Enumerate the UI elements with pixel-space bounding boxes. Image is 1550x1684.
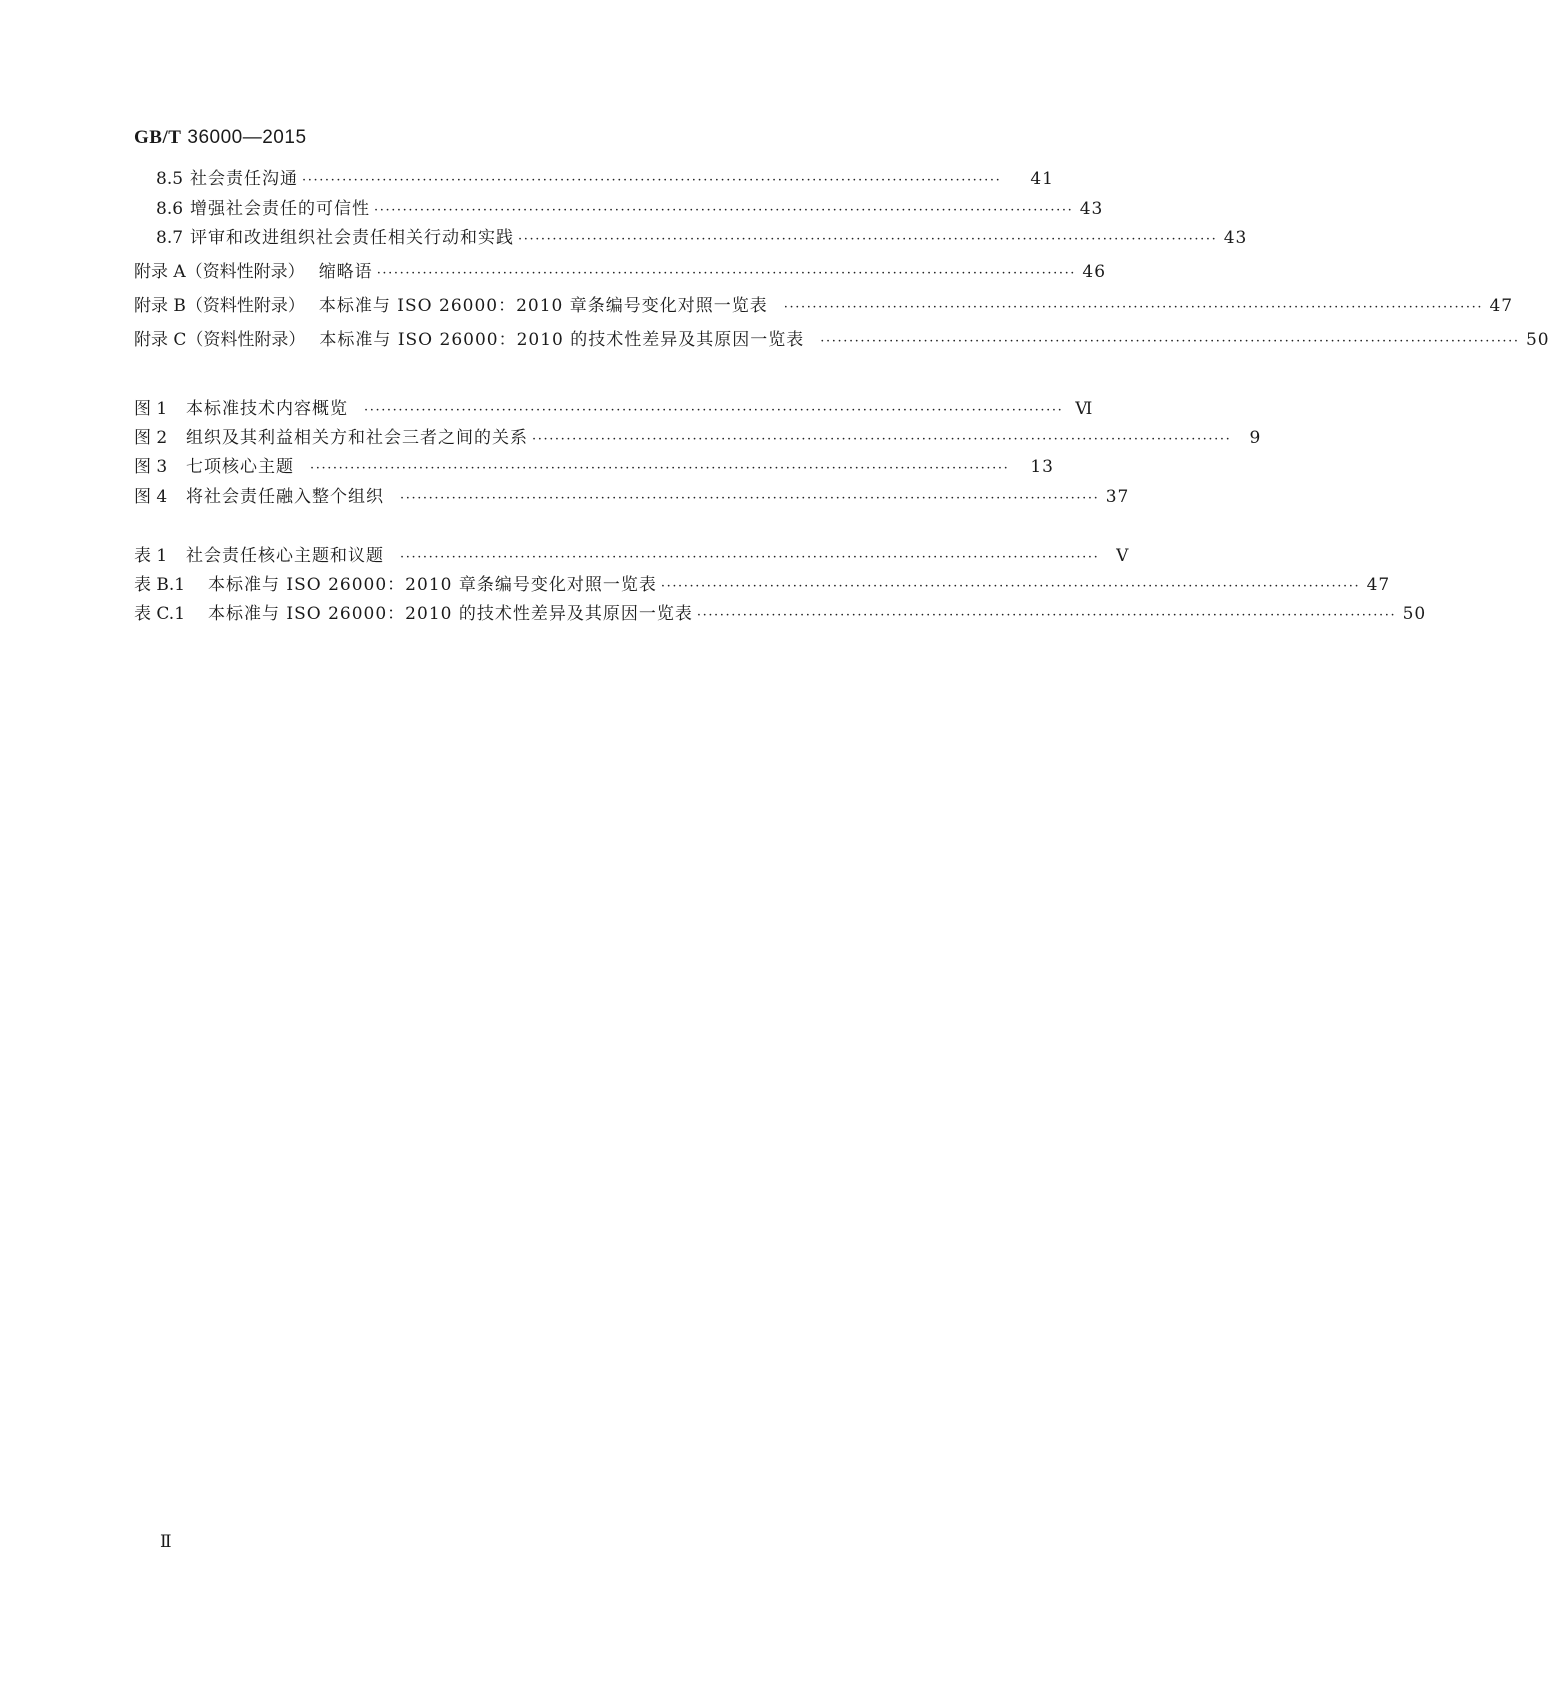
toc-entry-title: 缩略语: [318, 262, 373, 282]
toc-entry-title: 组织及其利益相关方和社会三者之间的关系: [186, 428, 528, 448]
toc-entry-table-label: 表 1: [134, 546, 168, 566]
toc-entry-annex-label: 附录 C（资料性附录）: [134, 330, 306, 350]
footer-page-number: Ⅱ: [160, 1532, 172, 1552]
toc-entry-number: 8.6: [156, 199, 184, 219]
dot-leader: ··························································································································: [400, 550, 1100, 565]
toc-entry-annex-label: 附录 B（资料性附录）: [134, 296, 305, 316]
toc-entry-page: 37: [1105, 487, 1130, 507]
toc-entry-page: 47: [1366, 575, 1391, 595]
toc-entry-table-c1[interactable]: [134, 601, 1427, 627]
toc-entry-page: 13: [1030, 457, 1054, 477]
toc-entry-8-6[interactable]: [156, 196, 1104, 222]
document-header: [134, 126, 307, 149]
dot-leader: ··························································································································: [660, 579, 1361, 594]
dot-leader: ··························································································································: [374, 203, 1074, 218]
standard-number: 36000—2015: [187, 127, 307, 148]
dot-leader: ··························································································································: [820, 334, 1520, 349]
dot-leader: ··························································································································: [532, 432, 1232, 447]
toc-entry-annex-label: 附录 A（资料性附录）: [134, 262, 305, 282]
toc-entry-figure-label: 图 3: [134, 457, 168, 477]
toc-entry-table-label: 表 B.1: [134, 575, 186, 595]
toc-entry-figure-1[interactable]: [134, 396, 1094, 422]
toc-entry-title: 七项核心主题: [186, 457, 294, 477]
toc-entry-page: 43: [1079, 199, 1104, 219]
dot-leader: ··························································································································: [376, 266, 1077, 281]
toc-entry-page: 47: [1489, 296, 1514, 316]
toc-entry-title: 本标准技术内容概览: [186, 399, 348, 419]
toc-entry-figure-2[interactable]: [134, 425, 1262, 451]
toc-entry-table-b1[interactable]: [134, 572, 1391, 598]
toc-entry-page: 41: [1030, 169, 1054, 189]
toc-entry-annex-a[interactable]: [134, 259, 1107, 285]
toc-entry-title: 社会责任沟通: [190, 169, 298, 189]
toc-entry-title: 评审和改进组织社会责任相关行动和实践: [190, 228, 514, 248]
toc-entry-figure-4[interactable]: [134, 484, 1130, 510]
dot-leader: ··························································································································: [310, 461, 1010, 476]
toc-entry-figure-label: 图 4: [134, 487, 168, 507]
toc-entry-8-5[interactable]: [156, 166, 1054, 192]
dot-leader: ··························································································································: [400, 491, 1100, 506]
dot-leader: ··························································································································: [302, 173, 1002, 188]
toc-entry-table-1[interactable]: [134, 543, 1130, 569]
toc-entry-page: 9: [1249, 428, 1262, 448]
toc-entry-title: 本标准与 ISO 26000：2010 的技术性差异及其原因一览表: [319, 330, 805, 350]
toc-entry-title: 本标准与 ISO 26000：2010 章条编号变化对照一览表: [208, 575, 657, 595]
toc-entry-figure-label: 图 1: [134, 399, 168, 419]
toc-entry-page: 43: [1223, 228, 1248, 248]
toc-entry-title: 将社会责任融入整个组织: [186, 487, 384, 507]
toc-entry-title: 增强社会责任的可信性: [190, 199, 370, 219]
toc-entry-annex-b[interactable]: [134, 293, 1514, 319]
toc-entry-number: 8.7: [156, 228, 184, 248]
toc-entry-page: Ⅴ: [1116, 546, 1130, 566]
toc-entry-figure-label: 图 2: [134, 428, 168, 448]
dot-leader: ··························································································································: [518, 232, 1218, 247]
toc-entry-figure-3[interactable]: [134, 454, 1054, 480]
dot-leader: ··························································································································: [696, 608, 1397, 623]
dot-leader: ··························································································································: [783, 300, 1484, 315]
dot-leader: ··························································································································: [364, 403, 1064, 418]
toc-entry-title: 本标准与 ISO 26000：2010 的技术性差异及其原因一览表: [208, 604, 693, 624]
toc-entry-number: 8.5: [156, 169, 184, 189]
toc-entry-title: 社会责任核心主题和议题: [186, 546, 384, 566]
standard-code: GB/T: [134, 127, 182, 148]
toc-entry-8-7[interactable]: [156, 225, 1248, 251]
toc-entry-page: 50: [1402, 604, 1427, 624]
toc-entry-page: 46: [1082, 262, 1107, 282]
toc-entry-page: 50: [1525, 330, 1550, 350]
toc-entry-annex-c[interactable]: [134, 327, 1550, 353]
toc-entry-title: 本标准与 ISO 26000：2010 章条编号变化对照一览表: [318, 296, 768, 316]
toc-entry-table-label: 表 C.1: [134, 604, 186, 624]
toc-entry-page: Ⅵ: [1075, 399, 1094, 419]
